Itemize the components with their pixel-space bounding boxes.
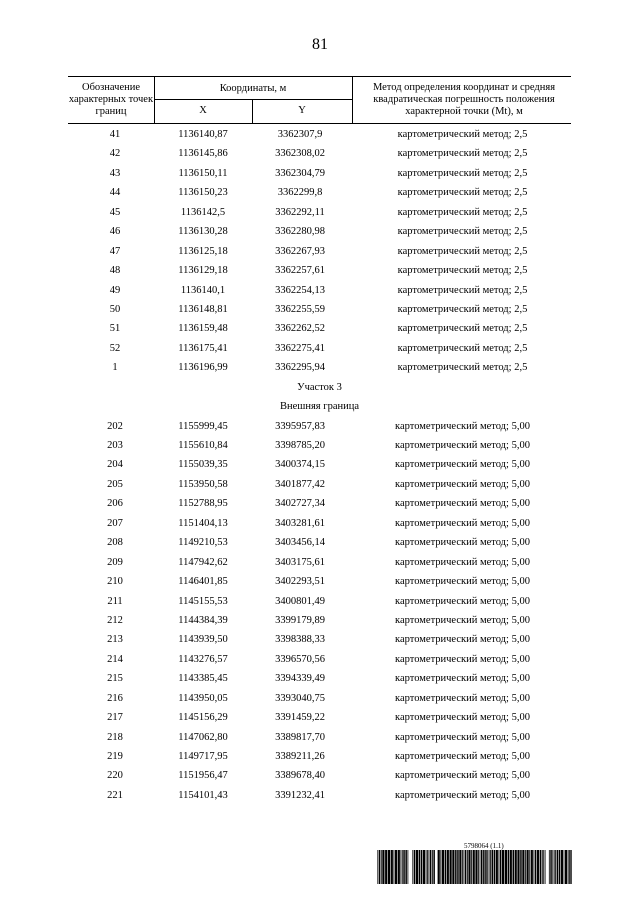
barcode-bar [423, 850, 425, 884]
barcode-bar [540, 850, 542, 884]
point-id: 203 [107, 440, 123, 451]
barcode-bar [457, 850, 459, 884]
barcode-bar [525, 850, 526, 884]
table-row [68, 611, 571, 630]
barcode-bar [398, 850, 400, 884]
header-divider [154, 99, 352, 100]
barcode-bar [542, 850, 543, 884]
coord-y: 3393040,75 [275, 692, 325, 704]
method-cell: картометрический метод; 2,5 [397, 206, 528, 218]
coord-y: 3362267,93 [275, 245, 325, 257]
coord-x: 1136129,18 [178, 265, 228, 277]
barcode-bar [485, 850, 487, 884]
point-id: 214 [107, 653, 123, 665]
table-row [68, 669, 571, 688]
table-row [68, 766, 571, 785]
table-row [68, 358, 571, 377]
point-id: 205 [107, 478, 123, 490]
method-cell: картометрический метод; 5,00 [395, 459, 530, 471]
point-id: 221 [107, 789, 123, 801]
barcode-bar [557, 850, 559, 884]
method-cell: картометрический метод; 5,00 [395, 770, 530, 782]
method-cell: картометрический метод; 5,00 [395, 420, 530, 432]
barcode-bar [481, 850, 483, 884]
barcode-bar [499, 850, 500, 884]
barcode-bar [462, 850, 463, 884]
point-id: 210 [107, 576, 123, 588]
barcode-bar [416, 850, 418, 884]
coord-x: 1136140,87 [178, 129, 228, 140]
coord-x: 1147062,80 [178, 731, 228, 743]
table-row [68, 455, 571, 474]
barcode-bar [414, 850, 416, 884]
coord-x: 1136140,1 [180, 284, 226, 296]
coord-x: 1155039,35 [178, 459, 228, 471]
table-row [68, 689, 571, 708]
table-row [68, 144, 571, 163]
method-cell: картометрический метод; 2,5 [397, 226, 528, 238]
barcode-bar [531, 850, 533, 884]
barcode-bar [419, 850, 421, 884]
method-cell: картометрический метод; 5,00 [395, 614, 530, 626]
coord-y: 3400374,15 [275, 459, 325, 471]
barcode-bar [455, 850, 457, 884]
barcode-bar [480, 850, 481, 884]
coord-y: 3403281,61 [275, 517, 325, 529]
point-id: 217 [107, 712, 123, 724]
method-cell: картометрический метод; 2,5 [397, 265, 528, 277]
coord-y: 3362262,52 [275, 323, 325, 335]
coord-y: 3389211,26 [275, 751, 325, 762]
table-row [68, 300, 571, 319]
point-id: 204 [107, 459, 123, 471]
method-cell: картометрический метод; 2,5 [397, 167, 528, 179]
barcode-bar [487, 850, 488, 884]
coord-y: 3403456,14 [275, 537, 325, 549]
table-row [68, 183, 571, 202]
method-cell: картометрический метод; 5,00 [395, 673, 530, 685]
barcode-bar [565, 850, 567, 884]
barcode-bar [489, 850, 490, 884]
barcode-bar [430, 850, 432, 884]
barcode-bar [517, 850, 519, 884]
barcode-bar [529, 850, 530, 884]
barcode-bar [552, 850, 553, 884]
coord-x: 1152788,95 [178, 498, 228, 510]
point-id: 46 [109, 226, 121, 238]
coord-y: 3362307,9 [277, 129, 323, 140]
coord-x: 1136159,48 [178, 323, 228, 335]
coord-x: 1136125,18 [178, 245, 228, 257]
barcode-bar [549, 850, 550, 884]
table-row [68, 650, 571, 669]
method-cell: картометрический метод; 2,5 [397, 284, 528, 296]
point-id: 42 [109, 148, 121, 160]
page-number: 81 [312, 36, 328, 53]
table-row [68, 475, 571, 494]
table-row [68, 339, 571, 358]
coord-x: 1143950,05 [178, 692, 228, 704]
table-row [68, 747, 571, 766]
barcode-bar [527, 850, 529, 884]
coord-x: 1155999,45 [178, 420, 228, 432]
coord-x: 1136148,81 [178, 303, 228, 315]
point-id: 213 [107, 634, 123, 646]
barcode-bar [432, 850, 433, 884]
table-row [68, 242, 571, 261]
method-cell: картометрический метод; 5,00 [395, 789, 530, 801]
method-cell: картометрический метод; 5,00 [395, 498, 530, 510]
barcode-bar [447, 850, 449, 884]
coord-y: 3395957,83 [275, 420, 325, 432]
coord-x: 1149717,95 [178, 751, 228, 762]
method-cell: картометрический метод; 2,5 [397, 362, 528, 374]
barcode-bar [382, 850, 384, 884]
barcode-bar [403, 850, 405, 884]
method-cell: картометрический метод; 2,5 [397, 129, 528, 140]
point-id: 47 [109, 245, 121, 257]
header-coordinates: Координаты, м [219, 83, 287, 94]
coord-x: 1136130,28 [178, 226, 228, 238]
coord-y: 3362308,02 [275, 148, 325, 160]
point-id: 215 [107, 673, 123, 685]
barcode-bar [467, 850, 468, 884]
point-id: 45 [109, 206, 121, 218]
coord-x: 1146401,85 [178, 576, 228, 588]
coord-x: 1147942,62 [178, 556, 228, 568]
method-cell: картометрический метод; 5,00 [395, 440, 530, 451]
method-cell: картометрический метод; 2,5 [397, 342, 528, 354]
point-id: 208 [107, 537, 123, 549]
coord-y: 3391232,41 [275, 789, 325, 801]
barcode-bar [395, 850, 397, 884]
barcode-bar [442, 850, 444, 884]
coord-y: 3389817,70 [275, 731, 325, 743]
coord-y: 3401877,42 [275, 478, 325, 490]
coord-x: 1145156,29 [178, 712, 228, 724]
barcode-bar [381, 850, 382, 884]
barcode-bar [478, 850, 479, 884]
table-row [68, 572, 571, 591]
barcode-bar [515, 850, 517, 884]
table-row [68, 708, 571, 727]
barcode-bar [568, 850, 569, 884]
barcode-bar [554, 850, 555, 884]
barcode-bar [510, 850, 512, 884]
barcode-bar [401, 850, 402, 884]
point-id: 50 [109, 303, 121, 315]
point-id: 51 [109, 323, 121, 335]
coord-y: 3362275,41 [275, 342, 325, 354]
point-id: 207 [107, 517, 123, 529]
table-row [68, 164, 571, 183]
table-header [68, 76, 571, 124]
coord-x: 1153950,58 [178, 478, 228, 490]
point-id: 43 [109, 167, 121, 179]
barcode-bar [464, 850, 465, 884]
coord-x: 1136145,86 [178, 148, 228, 160]
point-id: 49 [109, 284, 121, 296]
table-row [68, 125, 571, 144]
coord-x: 1151956,47 [178, 770, 228, 782]
barcode-bar [405, 850, 407, 884]
method-cell: картометрический метод; 5,00 [395, 478, 530, 490]
barcode-bar [564, 850, 565, 884]
point-id: 48 [109, 265, 121, 277]
point-id: 220 [107, 770, 123, 782]
coord-y: 3399179,89 [275, 614, 325, 626]
coord-y: 3362295,94 [275, 362, 325, 374]
barcode-bar [561, 850, 563, 884]
barcode-bar [459, 850, 461, 884]
coord-x: 1136150,11 [178, 167, 228, 179]
barcode-bar [421, 850, 423, 884]
point-id: 202 [107, 420, 123, 432]
coord-y: 3402727,34 [275, 498, 325, 510]
method-cell: картометрический метод; 2,5 [397, 148, 528, 160]
barcode-bar [394, 850, 395, 884]
barcode-bar [412, 850, 413, 884]
coord-x: 1136175,41 [178, 342, 228, 354]
table-row [68, 494, 571, 513]
barcode-bar [569, 850, 571, 884]
barcode-bar [500, 850, 502, 884]
coord-y: 3362254,13 [275, 284, 325, 296]
coord-y: 3362292,11 [275, 206, 325, 218]
barcode-bar [545, 850, 546, 884]
table-row [68, 261, 571, 280]
coord-y: 3391459,22 [275, 712, 325, 724]
coord-x: 1143939,50 [178, 634, 228, 646]
coord-y: 3396570,56 [275, 653, 325, 665]
table-row [68, 514, 571, 533]
point-id: 212 [107, 614, 123, 626]
barcode-bar [465, 850, 467, 884]
method-cell: картометрический метод; 5,00 [395, 653, 530, 665]
barcode-bar [468, 850, 470, 884]
header-y: Y [298, 105, 306, 116]
table-row [68, 436, 571, 455]
barcode-bar [391, 850, 393, 884]
barcode-bar [520, 850, 522, 884]
point-id: 211 [107, 595, 123, 607]
barcode-bar [555, 850, 556, 884]
point-id: 209 [107, 556, 123, 568]
table-row [68, 203, 571, 222]
barcode-bar [429, 850, 430, 884]
method-cell: картометрический метод; 5,00 [395, 692, 530, 704]
barcode-bar [508, 850, 510, 884]
method-cell: картометрический метод; 5,00 [395, 712, 530, 724]
method-cell: картометрический метод; 2,5 [397, 245, 528, 257]
coord-x: 1155610,84 [178, 440, 228, 451]
header-x: X [199, 105, 207, 116]
barcode-bar [440, 850, 441, 884]
table-body [68, 125, 571, 805]
barcode-bar [522, 850, 524, 884]
barcode-bar [502, 850, 504, 884]
coord-y: 3362255,59 [275, 303, 325, 315]
barcode-bar [473, 850, 475, 884]
method-cell: картометрический метод; 2,5 [397, 323, 528, 335]
point-id: 206 [107, 498, 123, 510]
barcode-bar [490, 850, 491, 884]
coord-x: 1154101,43 [178, 789, 228, 801]
coord-x: 1136196,99 [178, 362, 228, 374]
point-id: 216 [107, 692, 123, 704]
table-row [68, 222, 571, 241]
section-subtitle: Внешняя граница [279, 401, 359, 413]
coord-y: 3362280,98 [275, 226, 325, 238]
method-cell: картометрический метод; 5,00 [395, 517, 530, 529]
barcode-bar [438, 850, 440, 884]
coord-y: 3398785,20 [275, 440, 325, 451]
document-footer [376, 842, 572, 889]
coord-x: 1144384,39 [178, 614, 228, 626]
barcode-bar [402, 850, 403, 884]
coord-x: 1145155,53 [178, 595, 228, 607]
method-cell: картометрический метод; 2,5 [397, 303, 528, 315]
barcode-bar [379, 850, 381, 884]
section-title: Участок 3 [297, 381, 342, 393]
method-cell: картометрический метод; 5,00 [395, 576, 530, 588]
barcode-bar [537, 850, 539, 884]
point-id: 41 [109, 129, 121, 140]
header-method: Метод определения координат и средняя квадратическая погрешность положения характерной точки (Mt), м [372, 82, 556, 117]
barcode-bar [433, 850, 435, 884]
table-row [68, 630, 571, 649]
coord-y: 3398388,33 [275, 634, 325, 646]
barcode-bar [492, 850, 494, 884]
coord-y: 3394339,49 [275, 673, 325, 685]
barcode-bar [559, 850, 561, 884]
table-row [68, 281, 571, 300]
barcode-bar [494, 850, 496, 884]
barcode-bar [471, 850, 472, 884]
method-cell: картометрический метод; 5,00 [395, 634, 530, 646]
coord-x: 1136142,5 [180, 206, 226, 218]
table-row [68, 553, 571, 572]
coord-y: 3400801,49 [275, 595, 325, 607]
barcode-bar [426, 850, 427, 884]
method-cell: картометрический метод; 5,00 [395, 731, 530, 743]
method-cell: картометрический метод; 5,00 [395, 556, 530, 568]
coord-y: 3362299,8 [277, 187, 323, 199]
point-id: 1 [112, 362, 118, 374]
method-cell: картометрический метод; 5,00 [395, 537, 530, 549]
coord-y: 3389678,40 [275, 770, 325, 782]
point-id: 44 [109, 187, 121, 199]
coord-y: 3362257,61 [275, 265, 325, 277]
method-cell: картометрический метод; 5,00 [395, 751, 530, 762]
table-row [68, 728, 571, 747]
coord-x: 1149210,53 [178, 537, 228, 549]
coord-x: 1136150,23 [178, 187, 228, 199]
table-row [68, 786, 571, 805]
barcode-bar [427, 850, 428, 884]
coord-y: 3403175,61 [275, 556, 325, 568]
table-row [68, 417, 571, 436]
method-cell: картометрический метод; 2,5 [397, 187, 528, 199]
barcode-bar [550, 850, 552, 884]
barcode-bar [534, 850, 535, 884]
table-row [68, 592, 571, 611]
barcode-bar [445, 850, 447, 884]
barcode-bar [535, 850, 537, 884]
coord-x: 1151404,13 [178, 517, 228, 529]
document-code: 5798064 (1.1) [464, 842, 504, 850]
barcode-bar [505, 850, 507, 884]
method-cell: картометрический метод; 5,00 [395, 595, 530, 607]
barcode-bar [543, 850, 544, 884]
barcode-bar [385, 850, 387, 884]
barcode-bar [450, 850, 452, 884]
header-divider [352, 77, 353, 123]
barcode-bar [452, 850, 454, 884]
point-id: 218 [107, 731, 123, 743]
barcode-bar [483, 850, 485, 884]
header-designation: Обозначение характерных точек границ [68, 82, 154, 117]
barcode-bar [377, 850, 378, 884]
coord-x: 1143276,57 [178, 653, 228, 665]
barcode-bar [408, 850, 409, 884]
point-id: 219 [107, 751, 123, 762]
table-row [68, 533, 571, 552]
barcode-bar [513, 850, 515, 884]
barcode-bar [475, 850, 477, 884]
barcode-bar [571, 850, 572, 884]
table-row [68, 319, 571, 338]
point-id: 52 [109, 342, 121, 354]
coord-x: 1143385,45 [178, 673, 228, 685]
coord-y: 3402293,51 [275, 576, 325, 588]
barcode-icon [376, 850, 572, 884]
coord-y: 3362304,79 [275, 167, 325, 179]
barcode-bar [496, 850, 498, 884]
barcode-bar [388, 850, 390, 884]
